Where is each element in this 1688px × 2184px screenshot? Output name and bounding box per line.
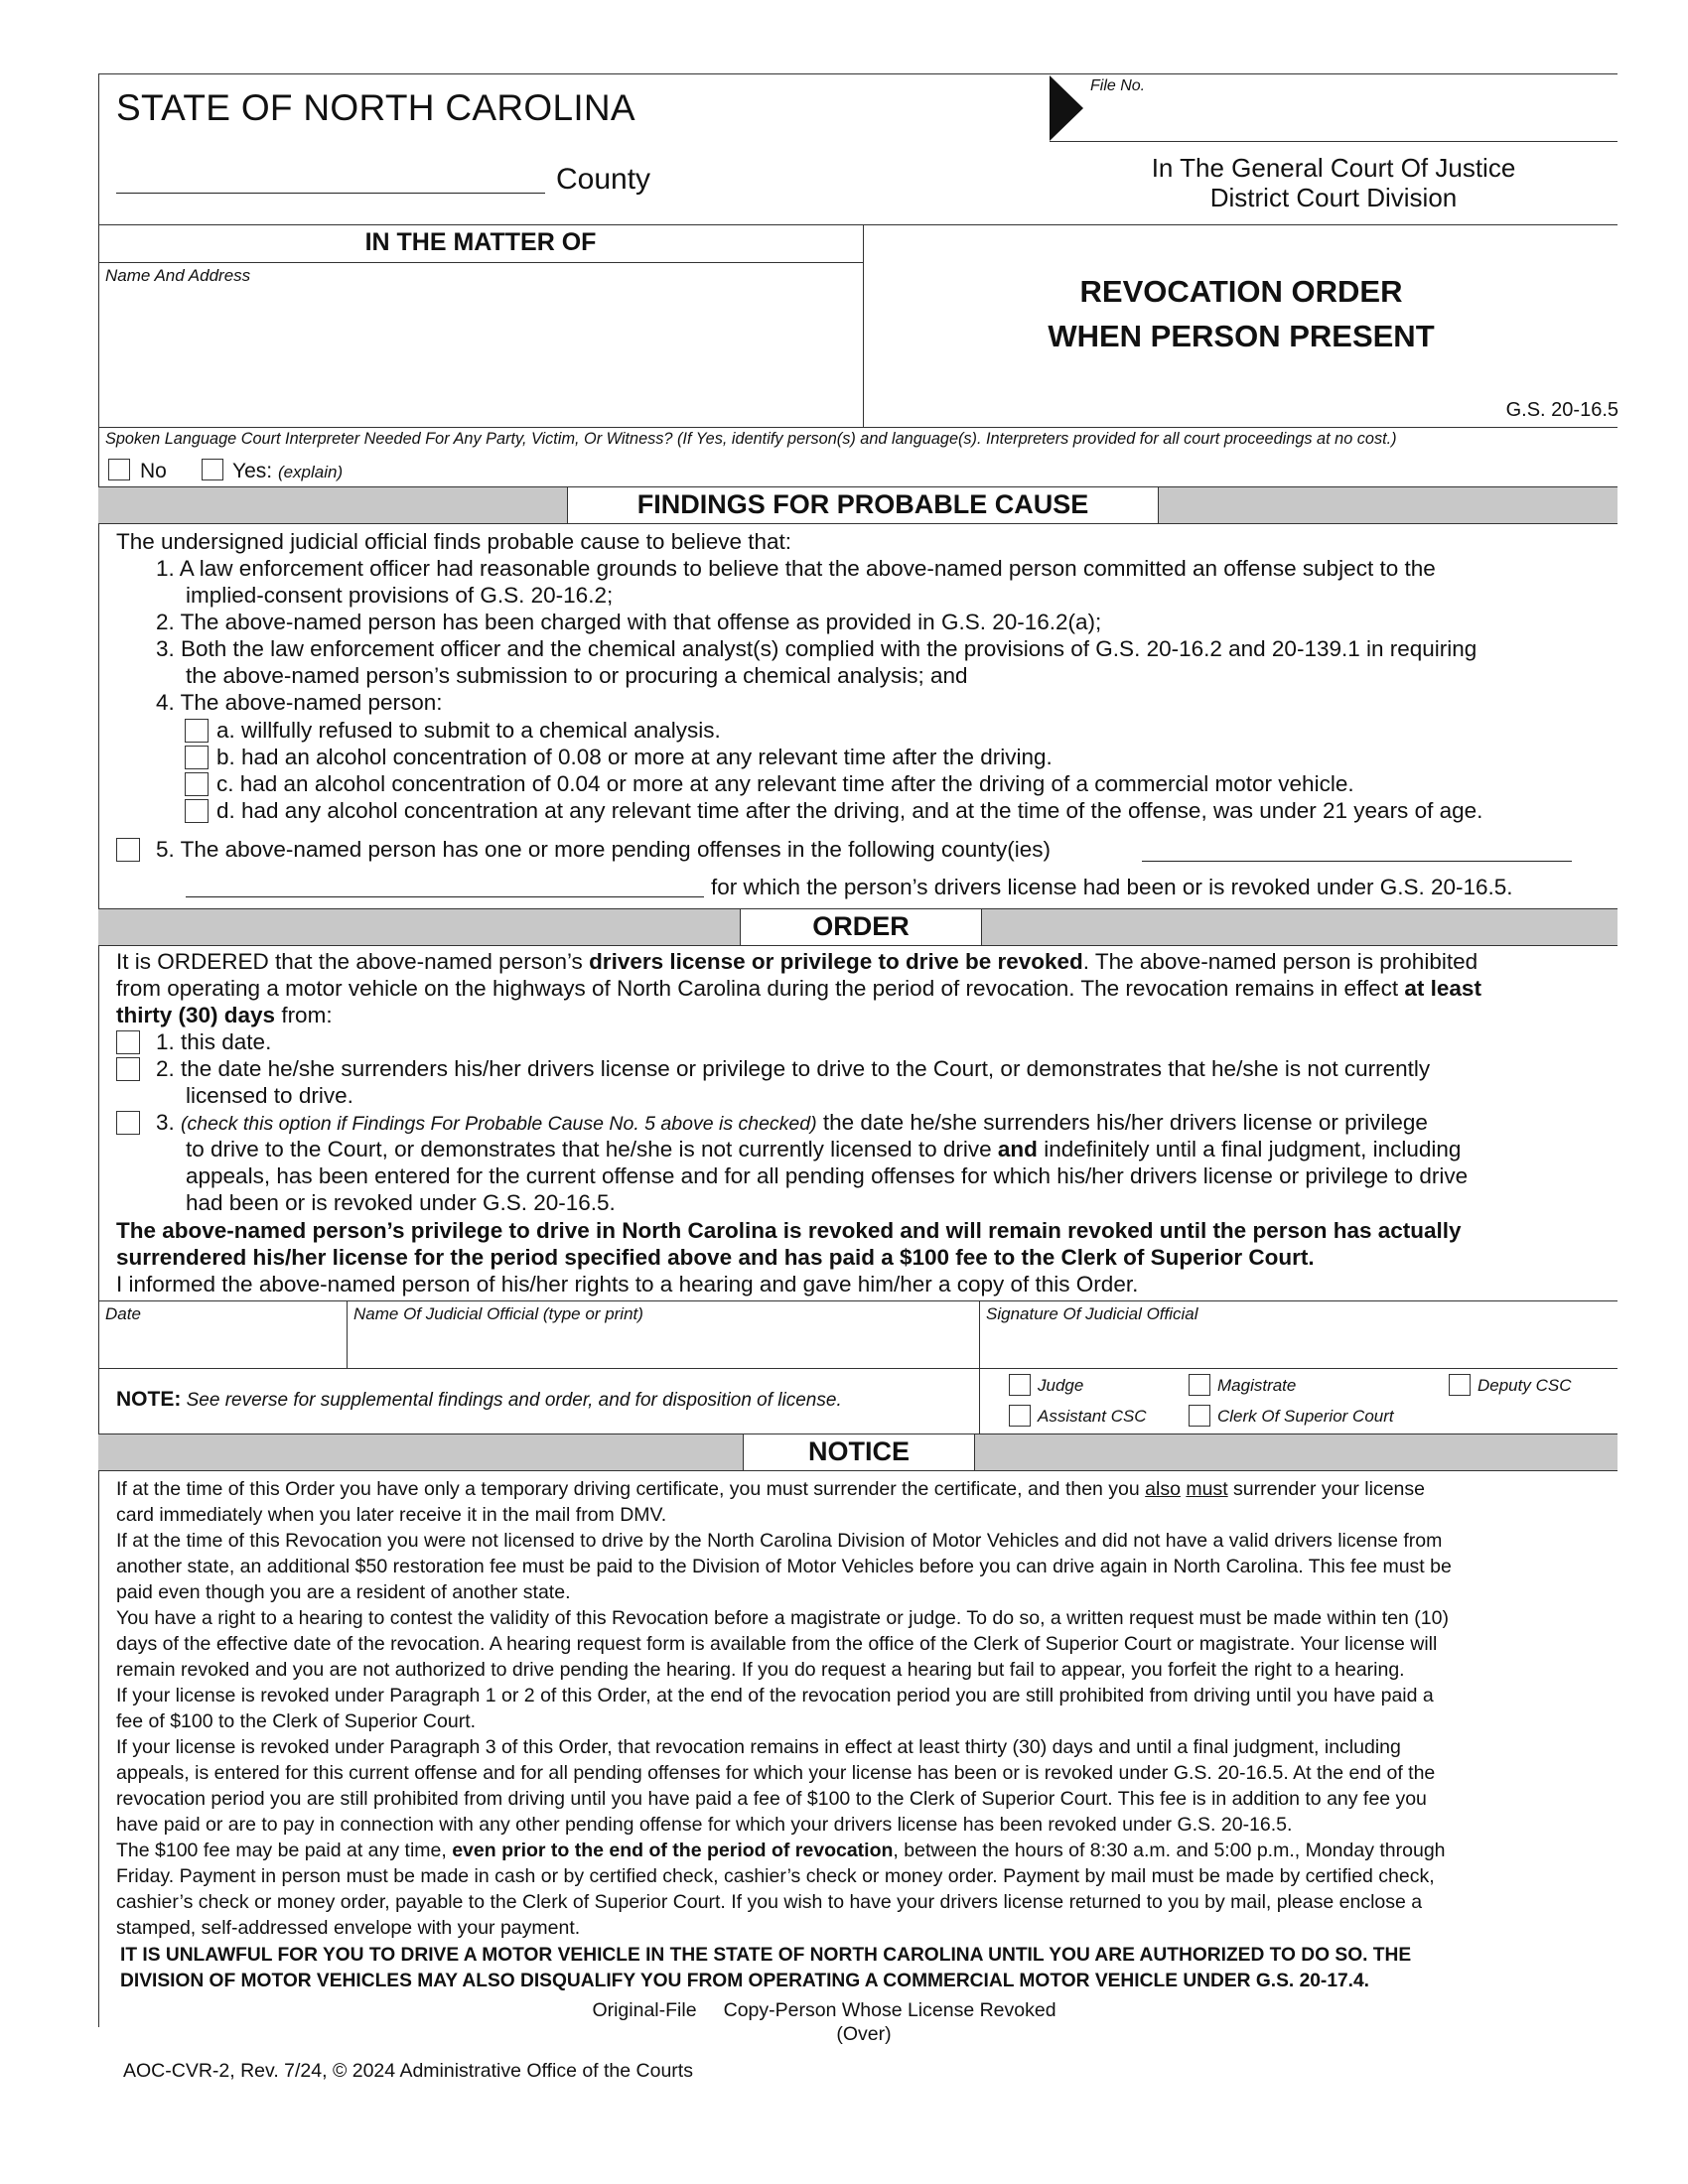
finding-3-line1: 3. Both the law enforcement officer and the chemical analyst(s) complied with the provisions of G.S. 20-16.2 and 20-139.1 in requiring [156,636,1477,661]
court-line1: In The General Court Of Justice [1151,153,1516,183]
yes-text: Yes: [232,460,273,482]
order-p1c-bold: thirty (30) days [116,1003,276,1027]
role-magistrate-checkbox[interactable] [1189,1374,1210,1396]
finding-4d-checkbox[interactable] [185,799,209,823]
note-italic: See reverse for supplemental findings and order, and for disposition of license. [181,1390,842,1411]
file-no-field[interactable] [1050,141,1618,142]
distribution-line: Original-File Copy-Person Whose License Revoked [592,1999,1056,2021]
finding-4b-checkbox[interactable] [185,746,209,769]
notice-l1-u2: must [1186,1478,1228,1500]
order-p1c-post: from: [275,1003,333,1027]
order-p1b-pre: from operating a motor vehicle on the highways of North Carolina during the period of revocation. The revocation remains in effect [116,976,1405,1001]
order-informed: I informed the above-named person of his/her rights to a hearing and gave him/her a copy of this Order. [116,1272,1139,1297]
order-o3b-post: indefinitely until a final judgment, including [1037,1137,1462,1161]
interpreter-yes-label [232,460,343,483]
interpreter-no-label: No [140,460,167,482]
county-blank[interactable] [116,193,545,194]
finding-4c: c. had an alcohol concentration of 0.04 or more at any relevant time after the driving of a commercial motor vehicle. [216,771,1354,796]
notice-l15-pre: The $100 fee may be paid at any time, [116,1840,453,1861]
role-clerk-label: Clerk Of Superior Court [1217,1407,1394,1426]
order-o3b-pre: to drive to the Court, or demonstrates that he/she is not currently licensed to drive [186,1137,998,1161]
order-para-line3 [116,1002,333,1028]
finding-4a: a. willfully refused to submit to a chemical analysis. [216,718,721,743]
order-option-3-line3: appeals, has been entered for the current offense and for all pending offenses for which his/her drivers license or privilege to drive [186,1163,1469,1188]
notice-line-18: stamped, self-addressed envelope with your payment. [116,1917,581,1939]
notice-l15-post: , between the hours of 8:30 a.m. and 5:00 p.m., Monday through [893,1840,1446,1861]
order-p1a-pre: It is ORDERED that the above-named person’s [116,949,590,974]
county-list-blank-2[interactable] [186,896,704,897]
notice-l1-u1: also [1145,1478,1181,1500]
notice-line-15 [116,1838,1446,1863]
notice-line-16: Friday. Payment in person must be made in cash or by certified check, cashier’s check or money order. Payment by mail must be made by certified check, [116,1865,1435,1887]
findings-intro: The undersigned judicial official finds probable cause to believe that: [116,529,792,554]
order-o3a-post: the date he/she surrenders his/her drivers license or privilege [816,1110,1428,1135]
file-no-label: File No. [1090,77,1146,94]
left-border [98,73,99,2027]
notice-line-13: revocation period you are still prohibited from driving until you have paid a fee of $100 to the Clerk of Superior Court. This fee is in addition to any fee you [116,1788,1427,1810]
finding-1-line2: implied-consent provisions of G.S. 20-16.2; [186,583,614,608]
finding-4: 4. The above-named person: [156,690,443,715]
role-assistant-csc-label: Assistant CSC [1038,1407,1147,1426]
signature-field[interactable] [981,1324,1617,1366]
order-p1a-bold: drivers license or privilege to drive be revoked [589,949,1083,974]
order-bold-line2: surrendered his/her license for the period specified above and has paid a $100 fee to the Clerk of Superior Court. [116,1245,1315,1270]
finding-3-line2: the above-named person’s submission to or procuring a chemical analysis; and [186,663,968,688]
form-title-line1: REVOCATION ORDER [1079,274,1403,309]
file-no-arrow-icon [1050,75,1085,141]
statute-ref: G.S. 20-16.5 [1505,399,1618,421]
finding-4a-checkbox[interactable] [185,719,209,743]
order-option-3-line1 [156,1109,1428,1138]
order-p1a-post: . The above-named person is prohibited [1082,949,1478,974]
order-option-3-line2 [186,1136,1461,1162]
note-bold: NOTE: [116,1388,182,1411]
finding-5-checkbox[interactable] [116,838,140,862]
order-option-1-checkbox[interactable] [116,1030,140,1054]
notice-line-6: You have a right to a hearing to contest the validity of this Revocation before a magistrate or judge. To do so, a written request must be made within ten (10) [116,1607,1449,1629]
notice-l15-bold: even prior to the end of the period of revocation [452,1840,894,1861]
notice-line-4: another state, an additional $50 restoration fee must be paid to the Division of Motor Vehicles before you can drive again in North Carolina. This fee must be [116,1556,1452,1577]
official-name-label: Name Of Judicial Official (type or print) [353,1304,643,1323]
notice-line-17: cashier’s check or money order, payable to the Clerk of Superior Court. If you wish to have your drivers license returned to you by mail, please enclose a [116,1891,1423,1913]
order-option-1: 1. this date. [156,1029,272,1054]
role-deputy-csc-checkbox[interactable] [1449,1374,1471,1396]
finding-5-line2: for which the person’s drivers license had been or is revoked under G.S. 20-16.5. [711,875,1513,899]
notice-line-14: have paid or are to pay in connection with any other pending offense for which your drivers license has been revoked under G.S. 20-16.5. [116,1814,1293,1836]
notice-line-1 [116,1476,1425,1502]
order-para-line1 [116,948,1477,975]
order-option-3-line4: had been or is revoked under G.S. 20-16.5. [186,1190,616,1215]
notice-warning-2: DIVISION OF MOTOR VEHICLES MAY ALSO DISQUALIFY YOU FROM OPERATING A COMMERCIAL MOTOR VEHICLE UNDER G.S. 20-17.4. [120,1971,1369,1991]
court-line2: District Court Division [1209,183,1458,212]
notice-l1-pre: If at the time of this Order you have only a temporary driving certificate, you must surrender the certificate, and then you [116,1478,1146,1500]
state-title: STATE OF NORTH CAROLINA [116,87,635,128]
finding-4c-checkbox[interactable] [185,772,209,796]
role-deputy-csc-label: Deputy CSC [1477,1376,1572,1395]
interpreter-yes-checkbox[interactable] [202,459,223,480]
interpreter-question: Spoken Language Court Interpreter Needed For Any Party, Victim, Or Witness? (If Yes, identify person(s) and language(s). Interpreters provided for all court proceedings at no cost.) [105,430,1397,448]
notice-line-8: remain revoked and you are not authorized to drive pending the hearing. If you do request a hearing but fail to appear, you forfeit the right to a hearing. [116,1659,1405,1681]
order-o3-italic: (check this option if Findings For Probable Cause No. 5 above is checked) [181,1113,817,1135]
notice-line-9: If your license is revoked under Paragraph 1 or 2 of this Order, at the end of the revocation period you are still prohibited from driving until you have paid a [116,1685,1434,1706]
order-para-line2 [116,975,1481,1002]
finding-4b: b. had an alcohol concentration of 0.08 or more at any relevant time after the driving. [216,745,1053,769]
role-magistrate-label: Magistrate [1217,1376,1297,1395]
notice-line-5: paid even though you are a resident of another state. [116,1581,571,1603]
date-field[interactable] [100,1324,345,1366]
notice-line-12: appeals, is entered for this current offense and for all pending offenses for which your license has been or is revoked under G.S. 20-16.5. At the end of the [116,1762,1436,1784]
signature-label: Signature Of Judicial Official [986,1304,1198,1323]
notice-line-2: card immediately when you later receive it in the mail from DMV. [116,1504,667,1526]
finding-5-line1: 5. The above-named person has one or more pending offenses in the following county(ies) [156,837,1051,862]
notice-warning-1: IT IS UNLAWFUL FOR YOU TO DRIVE A MOTOR VEHICLE IN THE STATE OF NORTH CAROLINA UNTIL YOU ARE AUTHORIZED TO DO SO. THE [120,1945,1412,1966]
notice-heading: NOTICE [743,1433,975,1470]
order-option-2-checkbox[interactable] [116,1057,140,1081]
county-label: County [556,163,651,196]
notice-line-7: days of the effective date of the revocation. A hearing request form is available from the office of the Clerk of Superior Court or magistrate. Your license will [116,1633,1438,1655]
form-title-line2: WHEN PERSON PRESENT [1048,319,1435,353]
over-label: (Over) [836,2023,892,2045]
notice-line-3: If at the time of this Revocation you were not licensed to drive by the North Carolina Division of Motor Vehicles and did not have a valid drivers license from [116,1530,1443,1552]
date-label: Date [105,1304,141,1323]
finding-2: 2. The above-named person has been charged with that offense as provided in G.S. 20-16.2(a); [156,610,1102,634]
order-o3-num: 3. [156,1110,182,1135]
matter-heading: IN THE MATTER OF [364,228,597,256]
order-bold-line1: The above-named person’s privilege to drive in North Carolina is revoked and will remain revoked until the person has actually [116,1218,1462,1243]
explain-text: (explain) [277,463,344,481]
findings-heading: FINDINGS FOR PROBABLE CAUSE [567,486,1159,523]
role-clerk-checkbox[interactable] [1189,1405,1210,1427]
notice-l1-post: surrender your license [1227,1478,1425,1500]
finding-4d: d. had any alcohol concentration at any relevant time after the driving, and at the time of the offense, was under 21 years of age. [216,798,1483,823]
county-list-blank-1[interactable] [1142,861,1572,862]
order-option-2-line2: licensed to drive. [186,1083,353,1108]
role-assistant-csc-checkbox[interactable] [1009,1405,1031,1427]
notice-line-10: fee of $100 to the Clerk of Superior Court. [116,1710,477,1732]
role-judge-label: Judge [1038,1376,1084,1395]
role-judge-checkbox[interactable] [1009,1374,1031,1396]
interpreter-no-checkbox[interactable] [108,459,130,480]
notice-line-11: If your license is revoked under Paragraph 3 of this Order, that revocation remains in effect at least thirty (30) days and until a final judgment, including [116,1736,1401,1758]
official-name-field[interactable] [349,1324,977,1366]
order-option-3-checkbox[interactable] [116,1111,140,1135]
order-o3b-bold: and [997,1137,1038,1161]
form-id: AOC-CVR-2, Rev. 7/24, © 2024 Administrative Office of the Courts [123,2060,693,2082]
order-option-2-line1: 2. the date he/she surrenders his/her drivers license or privilege to drive to the Court, or demonstrates that he/she is not currently [156,1056,1431,1081]
note-text [116,1388,842,1412]
order-p1b-bold: at least [1404,976,1481,1001]
name-address-field[interactable] [100,288,861,425]
name-address-label: Name And Address [105,266,251,285]
finding-1-line1: 1. A law enforcement officer had reasonable grounds to believe that the above-named person committed an offense subject to the [156,556,1436,581]
order-heading: ORDER [740,908,982,945]
